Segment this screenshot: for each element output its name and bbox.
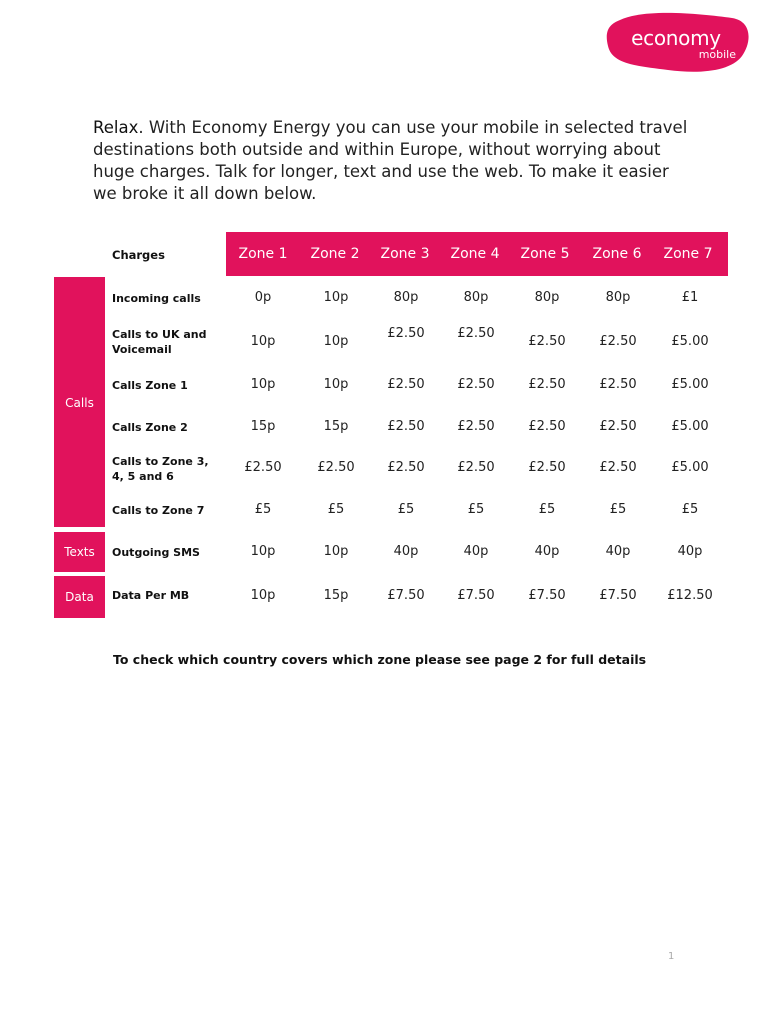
table-cell: £2.50: [457, 377, 495, 392]
table-cell: £2.50: [599, 460, 637, 475]
row-label: Calls Zone 1: [112, 379, 188, 392]
table-cell: 10p: [323, 377, 349, 392]
group-label-data: Data: [65, 590, 94, 604]
intro-text: . With Economy Energy you can use your mobile in selected travel destinations both outside and within Europe, without worrying about huge charges. Talk for longer, text and use the web. To make it easier we broke it all down below.: [93, 118, 688, 203]
table-cell: 40p: [463, 544, 489, 559]
table-cell: 15p: [323, 588, 349, 603]
table-cell: £2.50: [387, 460, 425, 475]
table-cell: £1: [681, 290, 699, 305]
table-header: [54, 232, 728, 276]
table-cell: 10p: [250, 544, 276, 559]
zone-header-bar: [226, 232, 728, 276]
row-label: Calls to Zone 7: [112, 504, 205, 517]
intro-paragraph: [93, 117, 693, 205]
row-label: Outgoing SMS: [112, 546, 200, 559]
table-cell: £5: [397, 502, 415, 517]
table-cell: 10p: [250, 334, 276, 349]
table-cell: £2.50: [528, 460, 566, 475]
table-cell: £7.50: [599, 588, 637, 603]
table-cell: 10p: [250, 377, 276, 392]
table-cell: 40p: [534, 544, 560, 559]
group-label-calls: Calls: [65, 396, 94, 410]
row-label: Calls to Zone 3, 4, 5 and 6: [112, 455, 209, 483]
table-cell: £2.50: [599, 377, 637, 392]
table-cell: 0p: [254, 290, 272, 305]
table-cell: £5: [681, 502, 699, 517]
table-cell: £5: [467, 502, 485, 517]
table-cell: 80p: [605, 290, 631, 305]
table-cell: £5: [609, 502, 627, 517]
table-cell: £2.50: [387, 419, 425, 434]
table-cell: 80p: [463, 290, 489, 305]
group-label-texts: Texts: [64, 545, 95, 559]
row-label: Calls Zone 2: [112, 421, 188, 434]
table-cell: £7.50: [457, 588, 495, 603]
table-cell: £2.50: [599, 419, 637, 434]
logo-wordmark: economy: [631, 26, 721, 50]
row-label: Calls to UK and Voicemail: [112, 328, 207, 356]
table-cell: £7.50: [528, 588, 566, 603]
table-cell: £12.50: [667, 588, 713, 603]
table-cell: £5.00: [671, 460, 709, 475]
page-number: 1: [668, 951, 675, 962]
table-cell: £2.50: [387, 326, 425, 341]
zone-header: Zone 7: [663, 246, 713, 262]
table-cell: 40p: [677, 544, 703, 559]
zone-header: Zone 3: [380, 246, 430, 262]
zone-header: Zone 5: [520, 246, 570, 262]
table-cell: £2.50: [528, 419, 566, 434]
table-cell: £5.00: [671, 377, 709, 392]
table-cell: 10p: [323, 334, 349, 349]
group-calls: [54, 277, 105, 527]
table-cell: 10p: [250, 588, 276, 603]
table-cell: £5.00: [671, 419, 709, 434]
table-cell: 10p: [323, 290, 349, 305]
row-label: Data Per MB: [112, 589, 190, 602]
table-cell: £2.50: [457, 419, 495, 434]
intro-lead: Relax: [93, 118, 139, 137]
table-cell: 40p: [393, 544, 419, 559]
logo-subtitle: mobile: [698, 48, 736, 61]
economy-mobile-logo: [606, 12, 750, 74]
table-cell: £2.50: [599, 334, 637, 349]
table-cell: £2.50: [387, 377, 425, 392]
table-cell: 15p: [323, 419, 349, 434]
charges-header-label: Charges: [112, 248, 165, 262]
row-label: Incoming calls: [112, 292, 201, 305]
table-cell: £2.50: [528, 377, 566, 392]
group-texts: [54, 532, 105, 572]
table-cell: £2.50: [457, 326, 495, 341]
table-cell: 10p: [323, 544, 349, 559]
zone-header: Zone 1: [238, 246, 288, 262]
table-cell: 40p: [605, 544, 631, 559]
table-cell: £2.50: [317, 460, 355, 475]
zone-header: Zone 4: [450, 246, 500, 262]
table-cell: £5: [538, 502, 556, 517]
table-cell: £2.50: [528, 334, 566, 349]
zone-header: Zone 6: [592, 246, 642, 262]
table-cell: £5.00: [671, 334, 709, 349]
table-cell: £5: [254, 502, 272, 517]
group-data: [54, 576, 105, 618]
table-cell: 80p: [393, 290, 419, 305]
table-cell: £2.50: [457, 460, 495, 475]
table-cell: £7.50: [387, 588, 425, 603]
zone-lookup-note: To check which country covers which zone please see page 2 for full details: [113, 652, 647, 667]
zone-header: Zone 2: [310, 246, 360, 262]
table-cell: £2.50: [244, 460, 282, 475]
table-cell: £5: [327, 502, 345, 517]
table-cell: 80p: [534, 290, 560, 305]
table-cell: 15p: [250, 419, 276, 434]
